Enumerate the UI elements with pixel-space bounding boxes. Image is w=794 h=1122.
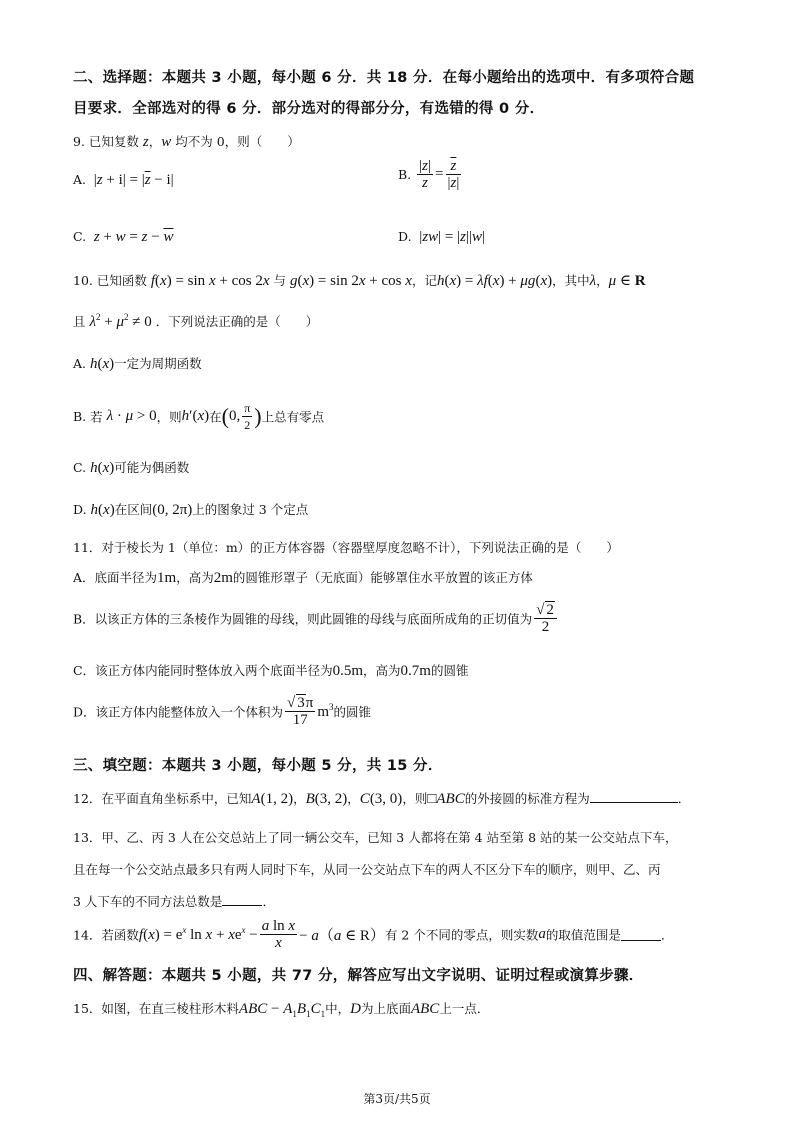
page-footer: 第3页/共5页	[363, 1092, 431, 1106]
question-11-option-b: B．以该正方体的三条棱作为圆锥的母线，则此圆锥的母线与底面所成角的正切值为 $\frac{√ 2}{2}$	[73, 602, 559, 635]
question-10-option-a: A. h(x)一定为周期函数	[73, 356, 202, 372]
section-4-heading: 四、解答题：本题共 5 小题，共 77 分，解答应写出文字说明、证明过程或演算步骤．	[73, 968, 644, 984]
question-13-line1: 13．甲、乙、丙 3 人在公交总站上了同一辆公交车，已知 3 人都将在第 4 站至第 8 站的某一公交站点下车，	[73, 830, 678, 845]
question-12: 12．在平面直角坐标系中，已知A(1, 2)，B(3, 2)，C(3, 0)，则□ABC的外接圆的标准方程为 ．	[73, 791, 691, 807]
question-9-option-d: D. |zw| = |z||w|	[398, 229, 486, 245]
question-9-option-b: B. $\frac{|z|}{z}$ = $\frac{\overline{z}}{|\overline{z}|}$	[398, 158, 460, 191]
question-9-stem: 9. 已知复数 z，w 均不为 0，则（ ）	[73, 134, 300, 150]
question-15: 15．如图，在直三棱柱形木料ABC − $A_1B_1C_1$中，D为上底面ABC上一点．	[73, 1001, 490, 1019]
question-11-option-a: A．底面半径为1m，高为2m的圆锥形罩子（无底面）能够罩住水平放置的该正方体	[73, 570, 533, 586]
question-11-option-c: C．该正方体内能同时整体放入两个底面半径为0.5m，高为0.7m的圆锥	[73, 663, 469, 679]
question-10-option-d: D. h(x)在区间(0, 2π)上的图象过 3 个定点	[73, 502, 309, 518]
question-9-option-c: C. $z + w = z - \overline{w}$	[73, 229, 174, 245]
question-10-stem-line1: 10. 已知函数 f(x) = sin x + cos 2x 与 g(x) = sin 2x + cos x，记h(x) = λf(x) + μg(x)，其中λ，μ ∈ R	[73, 273, 646, 289]
question-13-line2: 且在每一个公交站点最多只有两人同时下车，从同一公交站点下车的两人不区分下车的顺序，则甲、乙、丙	[73, 862, 661, 877]
section-3-heading: 三、填空题：本题共 3 小题，每小题 5 分，共 15 分．	[73, 758, 443, 774]
section-2-heading-line1: 二、选择题：本题共 3 小题，每小题 6 分．共 18 分．在每小题给出的选项中．有多项符合题	[73, 70, 695, 86]
question-13-line3: 3 人下车的不同方法总数是 ．	[73, 894, 275, 909]
question-9-option-a: A. $|z + i| = |\overline{z} - i|$	[73, 172, 174, 188]
question-11-option-d: D．该正方体内能整体放入一个体积为 $\frac{√ 3\pi}{17}$ $m^3$的圆锥	[73, 695, 372, 728]
question-10-option-c: C. h(x)可能为偶函数	[73, 460, 190, 476]
section-2-heading-line2: 目要求．全部选对的得 6 分．部分选对的得部分分，有选错的得 0 分．	[73, 101, 545, 117]
question-11-stem: 11．对于棱长为 1（单位：m）的正方体容器（容器壁厚度忽略不计），下列说法正确的是（ ）	[73, 540, 619, 555]
question-10-stem-line2: 且 $\lambda^2 + \mu^2 \ne 0$ ．下列说法正确的是（ ）	[73, 312, 319, 330]
question-14: 14．若函数$f(x) = e^x$ $\ln x + xe^x$ − $\frac{\text{a ln x}}{x}$ − a（a ∈ R）有 2 个不同的零点，则实数a的取值范围是 ．	[73, 918, 674, 951]
question-10-option-b: B. 若 λ · μ > 0，则h′(x)在(0, $\frac{\pi}{2}$ )上总有零点	[73, 401, 325, 432]
